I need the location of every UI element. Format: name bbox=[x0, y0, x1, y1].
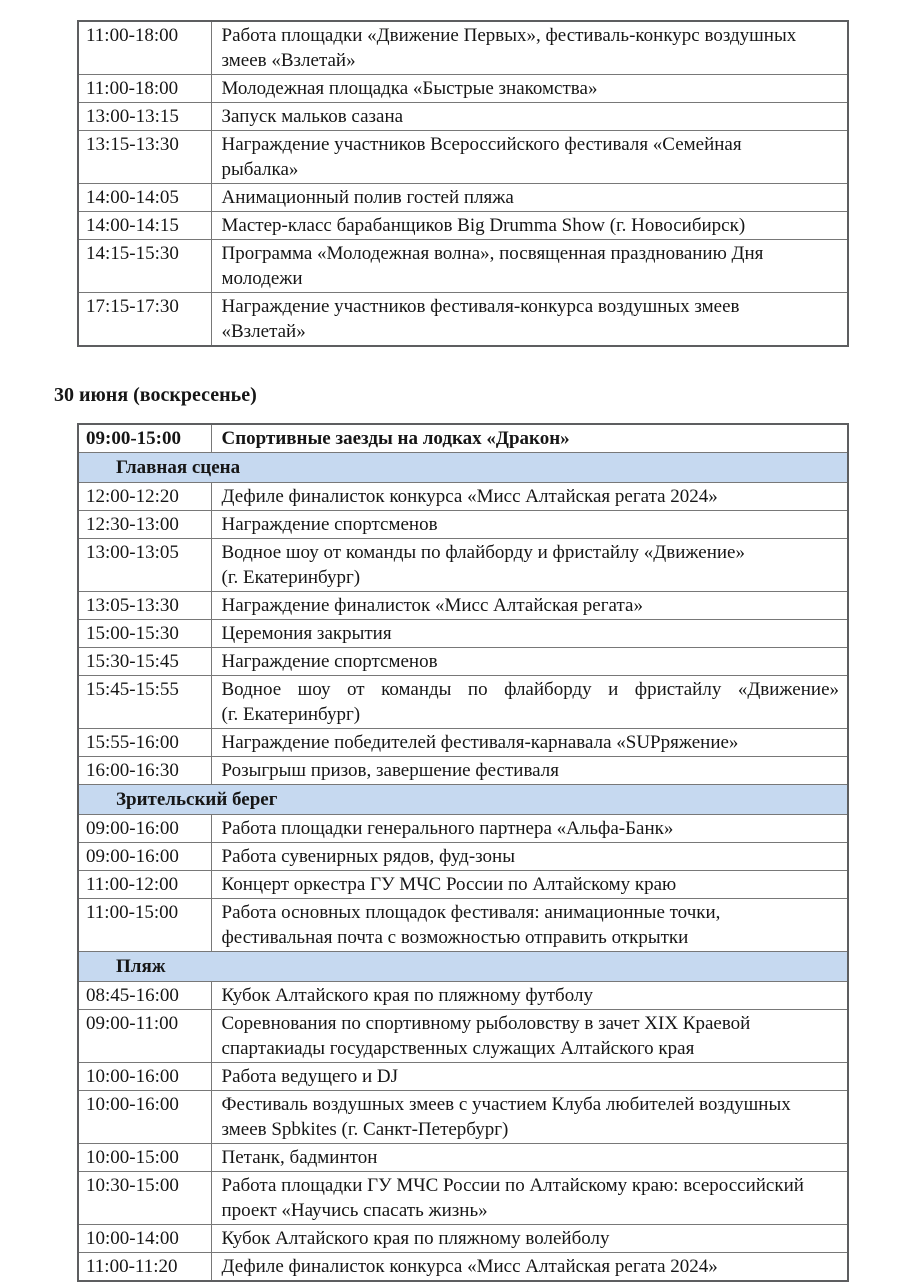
schedule-row bbox=[78, 648, 848, 676]
event-cell bbox=[211, 843, 848, 871]
schedule-row bbox=[78, 240, 848, 293]
schedule-row bbox=[78, 1172, 848, 1225]
schedule-row bbox=[78, 757, 848, 785]
event-cell bbox=[211, 1063, 848, 1091]
event-cell bbox=[211, 1172, 848, 1225]
time-cell: 12:30-13:00 bbox=[78, 511, 211, 539]
day1-schedule-rows bbox=[78, 21, 848, 346]
time-cell: 10:30-15:00 bbox=[78, 1172, 211, 1225]
event-cell bbox=[211, 676, 848, 729]
event-text-line: Фестиваль воздушных змеев с участием Клуба любителей воздушных bbox=[221, 1094, 791, 1115]
schedule-row bbox=[78, 511, 848, 539]
time-cell: 10:00-16:00 bbox=[78, 1063, 211, 1091]
event-cell bbox=[211, 871, 848, 899]
event-text-line: Награждение финалисток «Мисс Алтайская регата» bbox=[221, 595, 643, 616]
event-text-line: Концерт оркестра ГУ МЧС России по Алтайскому краю bbox=[221, 874, 677, 895]
time-cell: 15:00-15:30 bbox=[78, 620, 211, 648]
event-text-line: Награждение победителей фестиваля-карнавала «SUPряжение» bbox=[221, 732, 739, 753]
schedule-row bbox=[78, 75, 848, 103]
time-cell: 15:55-16:00 bbox=[78, 729, 211, 757]
schedule-row bbox=[78, 212, 848, 240]
event-text-line: Петанк, бадминтон bbox=[221, 1147, 378, 1168]
event-text-line: Работа основных площадок фестиваля: анимационные точки, bbox=[221, 902, 721, 923]
event-text-line: Работа ведущего и DJ bbox=[221, 1066, 399, 1087]
time-cell: 13:00-13:05 bbox=[78, 539, 211, 592]
event-text-line: Награждение участников Всероссийского фестиваля «Семейная bbox=[221, 134, 742, 155]
time-cell: 14:00-14:15 bbox=[78, 212, 211, 240]
event-cell bbox=[211, 424, 848, 453]
event-text-line: Соревнования по спортивному рыболовству в зачет XIX Краевой bbox=[221, 1013, 751, 1034]
event-text-line: Розыгрыш призов, завершение фестиваля bbox=[221, 760, 559, 781]
event-cell bbox=[211, 483, 848, 511]
schedule-row bbox=[78, 483, 848, 511]
time-cell: 08:45-16:00 bbox=[78, 982, 211, 1010]
event-text-line: Мастер-класс барабанщиков Big Drumma Show (г. Новосибирск) bbox=[221, 215, 746, 236]
event-text-line: змеев Spbkites (г. Санкт-Петербург) bbox=[221, 1119, 509, 1140]
time-cell: 14:00-14:05 bbox=[78, 184, 211, 212]
time-cell: 15:30-15:45 bbox=[78, 648, 211, 676]
event-cell bbox=[211, 592, 848, 620]
time-cell: 15:45-15:55 bbox=[78, 676, 211, 729]
schedule-row bbox=[78, 539, 848, 592]
time-cell: 16:00-16:30 bbox=[78, 757, 211, 785]
event-text-line: Спортивные заезды на лодках «Дракон» bbox=[221, 428, 570, 449]
event-text-line: Кубок Алтайского края по пляжному волейболу bbox=[221, 1228, 610, 1249]
day1-schedule-table bbox=[77, 20, 849, 347]
event-text-line: Водное шоу от команды по флайборду и фристайлу «Движение» bbox=[221, 542, 745, 563]
event-cell bbox=[211, 131, 848, 184]
event-cell bbox=[211, 757, 848, 785]
time-cell: 09:00-15:00 bbox=[78, 424, 211, 453]
event-cell bbox=[211, 648, 848, 676]
event-text-line: Работа площадки «Движение Первых», фестиваль-конкурс воздушных bbox=[221, 25, 797, 46]
time-cell: 09:00-16:00 bbox=[78, 843, 211, 871]
time-cell: 11:00-12:00 bbox=[78, 871, 211, 899]
event-text-line: фестивальная почта с возможностью отправить открытки bbox=[221, 927, 689, 948]
time-cell: 13:05-13:30 bbox=[78, 592, 211, 620]
schedule-row bbox=[78, 620, 848, 648]
schedule-row bbox=[78, 871, 848, 899]
event-text-line: Работа сувенирных рядов, фуд-зоны bbox=[221, 846, 515, 867]
event-text-line: молодежи bbox=[221, 268, 303, 289]
event-text-line: Дефиле финалисток конкурса «Мисс Алтайская регата 2024» bbox=[221, 486, 718, 507]
schedule-row bbox=[78, 982, 848, 1010]
event-text-line: Анимационный полив гостей пляжа bbox=[221, 187, 514, 208]
event-cell bbox=[211, 103, 848, 131]
schedule-row bbox=[78, 1063, 848, 1091]
time-cell: 13:15-13:30 bbox=[78, 131, 211, 184]
event-cell bbox=[211, 75, 848, 103]
schedule-row bbox=[78, 1225, 848, 1253]
time-cell: 11:00-18:00 bbox=[78, 21, 211, 75]
time-cell: 11:00-11:20 bbox=[78, 1253, 211, 1282]
schedule-row bbox=[78, 424, 848, 453]
event-text-line: «Взлетай» bbox=[221, 321, 306, 342]
time-cell: 09:00-16:00 bbox=[78, 815, 211, 843]
event-text-line: Работа площадки ГУ МЧС России по Алтайскому краю: всероссийский bbox=[221, 1175, 804, 1196]
event-text-line: проект «Научись спасать жизнь» bbox=[221, 1200, 488, 1221]
time-cell: 09:00-11:00 bbox=[78, 1010, 211, 1063]
event-cell bbox=[211, 815, 848, 843]
schedule-row bbox=[78, 592, 848, 620]
event-cell bbox=[211, 539, 848, 592]
event-cell bbox=[211, 240, 848, 293]
section-header-label: Зрительский берег bbox=[78, 785, 848, 815]
event-text-line: Церемония закрытия bbox=[221, 623, 392, 644]
event-text-line: Молодежная площадка «Быстрые знакомства» bbox=[221, 78, 598, 99]
event-cell bbox=[211, 1091, 848, 1144]
event-cell bbox=[211, 1225, 848, 1253]
event-text-line: Награждение спортсменов bbox=[221, 651, 438, 672]
event-text-line: Награждение участников фестиваля-конкурса воздушных змеев bbox=[221, 296, 740, 317]
schedule-row bbox=[78, 843, 848, 871]
section-header-row bbox=[78, 952, 848, 982]
schedule-row bbox=[78, 729, 848, 757]
time-cell: 10:00-14:00 bbox=[78, 1225, 211, 1253]
event-text-line: Дефиле финалисток конкурса «Мисс Алтайская регата 2024» bbox=[221, 1256, 718, 1277]
schedule-row bbox=[78, 1010, 848, 1063]
day2-schedule-rows bbox=[78, 424, 848, 1281]
section-header-label: Главная сцена bbox=[78, 453, 848, 483]
event-cell bbox=[211, 212, 848, 240]
time-cell: 13:00-13:15 bbox=[78, 103, 211, 131]
event-text-line: (г. Екатеринбург) bbox=[221, 704, 361, 725]
event-cell bbox=[211, 21, 848, 75]
schedule-row bbox=[78, 103, 848, 131]
event-cell bbox=[211, 982, 848, 1010]
time-cell: 10:00-16:00 bbox=[78, 1091, 211, 1144]
event-text-line: Программа «Молодежная волна», посвященная празднованию Дня bbox=[221, 243, 764, 264]
section-header-row bbox=[78, 453, 848, 483]
event-text-line: Запуск мальков сазана bbox=[221, 106, 404, 127]
event-cell bbox=[211, 729, 848, 757]
schedule-row bbox=[78, 21, 848, 75]
schedule-row bbox=[78, 815, 848, 843]
event-text-line: Кубок Алтайского края по пляжному футболу bbox=[221, 985, 593, 1006]
event-cell bbox=[211, 184, 848, 212]
schedule-row bbox=[78, 1091, 848, 1144]
time-cell: 11:00-15:00 bbox=[78, 899, 211, 952]
event-cell bbox=[211, 899, 848, 952]
event-text-line: Водное шоу от команды по флайборду и фристайлу «Движение» bbox=[221, 679, 839, 700]
day-heading: 30 июня (воскресенье) bbox=[54, 384, 257, 406]
event-text-line: змеев «Взлетай» bbox=[221, 50, 356, 71]
event-cell bbox=[211, 620, 848, 648]
event-text-line: Награждение спортсменов bbox=[221, 514, 438, 535]
time-cell: 14:15-15:30 bbox=[78, 240, 211, 293]
schedule-row bbox=[78, 131, 848, 184]
time-cell: 17:15-17:30 bbox=[78, 293, 211, 347]
event-cell bbox=[211, 1253, 848, 1282]
event-text-line: Работа площадки генерального партнера «Альфа-Банк» bbox=[221, 818, 674, 839]
schedule-row bbox=[78, 1144, 848, 1172]
day2-schedule-table bbox=[77, 423, 849, 1282]
event-cell bbox=[211, 1144, 848, 1172]
schedule-row bbox=[78, 184, 848, 212]
time-cell: 12:00-12:20 bbox=[78, 483, 211, 511]
section-header-row bbox=[78, 785, 848, 815]
event-text-line: спартакиады государственных служащих Алтайского края bbox=[221, 1038, 695, 1059]
event-cell bbox=[211, 1010, 848, 1063]
event-text-line: (г. Екатеринбург) bbox=[221, 567, 361, 588]
schedule-row bbox=[78, 899, 848, 952]
schedule-row bbox=[78, 293, 848, 347]
section-header-label: Пляж bbox=[78, 952, 848, 982]
time-cell: 10:00-15:00 bbox=[78, 1144, 211, 1172]
schedule-row bbox=[78, 1253, 848, 1282]
time-cell: 11:00-18:00 bbox=[78, 75, 211, 103]
event-text-line: рыбалка» bbox=[221, 159, 299, 180]
schedule-row bbox=[78, 676, 848, 729]
event-cell bbox=[211, 293, 848, 347]
event-cell bbox=[211, 511, 848, 539]
